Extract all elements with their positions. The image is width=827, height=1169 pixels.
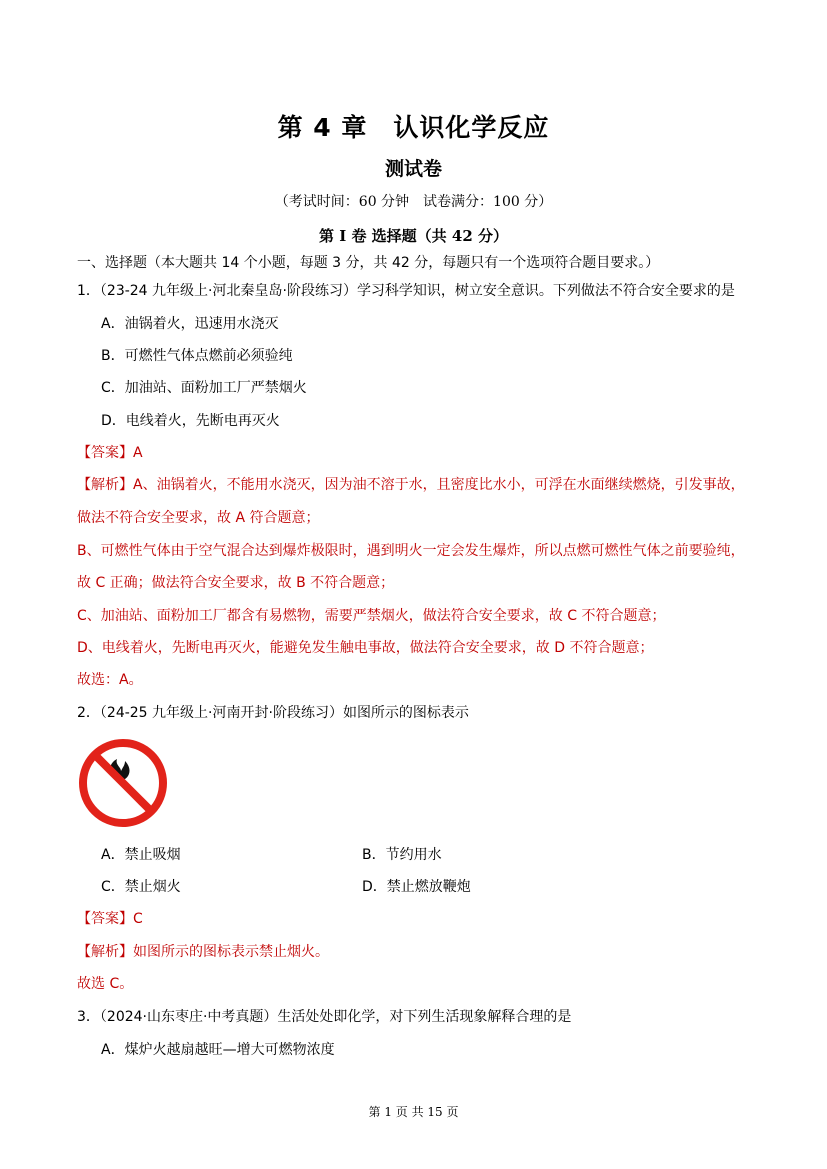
q1-answer: 【答案】A: [77, 445, 143, 461]
part1-intro: 一、选择题（本大题共 14 个小题，每题 3 分，共 42 分，每题只有一个选项符合题目要求。）: [77, 255, 660, 271]
q1-analysis-line: D、电线着火，先断电再灭火，能避免发生触电事故，做法符合安全要求，故 D 不符合题意；: [77, 640, 654, 656]
q2-option-b: B．节约用水: [362, 847, 442, 863]
q2-option-a: A．禁止吸烟: [101, 847, 181, 863]
no-fire-sign-icon: [77, 737, 169, 829]
q1-analysis-line: 做法不符合安全要求，故 A 符合题意；: [77, 510, 320, 526]
q2-option-c: C．禁止烟火: [101, 879, 181, 895]
q1-option-d: D．电线着火，先断电再灭火: [101, 413, 280, 429]
q1-analysis-line: B、可燃性气体由于空气混合达到爆炸极限时，遇到明火一定会发生爆炸，所以点燃可燃性气体之前要验纯，: [77, 543, 745, 559]
section-heading: 第 I 卷 选择题（共 42 分）: [318, 227, 508, 245]
page-title: 第 4 章 认识化学反应: [277, 113, 550, 142]
q2-stem: 2．（24-25 九年级上·河南开封·阶段练习）如图所示的图标表示: [77, 705, 469, 721]
q2-option-d: D．禁止燃放鞭炮: [362, 879, 471, 895]
q2-choose: 故选 C。: [77, 976, 134, 992]
exam-info: （考试时间：60 分钟 试卷满分：100 分）: [274, 194, 553, 210]
q3-option-a: A．煤炉火越扇越旺—增大可燃物浓度: [101, 1042, 335, 1058]
q1-analysis-line: C、加油站、面粉加工厂都含有易燃物，需要严禁烟火，做法符合安全要求，故 C 不符合题意；: [77, 608, 666, 624]
q3-stem: 3．（2024·山东枣庄·中考真题）生活处处即化学，对下列生活现象解释合理的是: [77, 1009, 572, 1025]
q1-option-b: B．可燃性气体点燃前必须验纯: [101, 348, 293, 364]
q1-analysis-line: 故 C 正确；做法符合安全要求，故 B 不符合题意；: [77, 575, 395, 591]
q1-choose: 故选：A。: [77, 672, 143, 688]
q1-option-a: A．油锅着火，迅速用水浇灭: [101, 316, 279, 332]
q2-answer: 【答案】C: [77, 911, 143, 927]
q2-analysis: 【解析】如图所示的图标表示禁止烟火。: [77, 944, 329, 960]
page-footer: 第 1 页 共 15 页: [368, 1105, 459, 1119]
q1-option-c: C．加油站、面粉加工厂严禁烟火: [101, 380, 307, 396]
page-subtitle: 测试卷: [384, 158, 442, 180]
q1-stem: 1．（23-24 九年级上·河北秦皇岛·阶段练习）学习科学知识，树立安全意识。下列做法不符合安全要求的是: [77, 283, 735, 299]
q1-analysis-line: 【解析】A、油锅着火，不能用水浇灭，因为油不溶于水，且密度比水小，可浮在水面继续燃烧，引发事故，: [77, 477, 745, 493]
